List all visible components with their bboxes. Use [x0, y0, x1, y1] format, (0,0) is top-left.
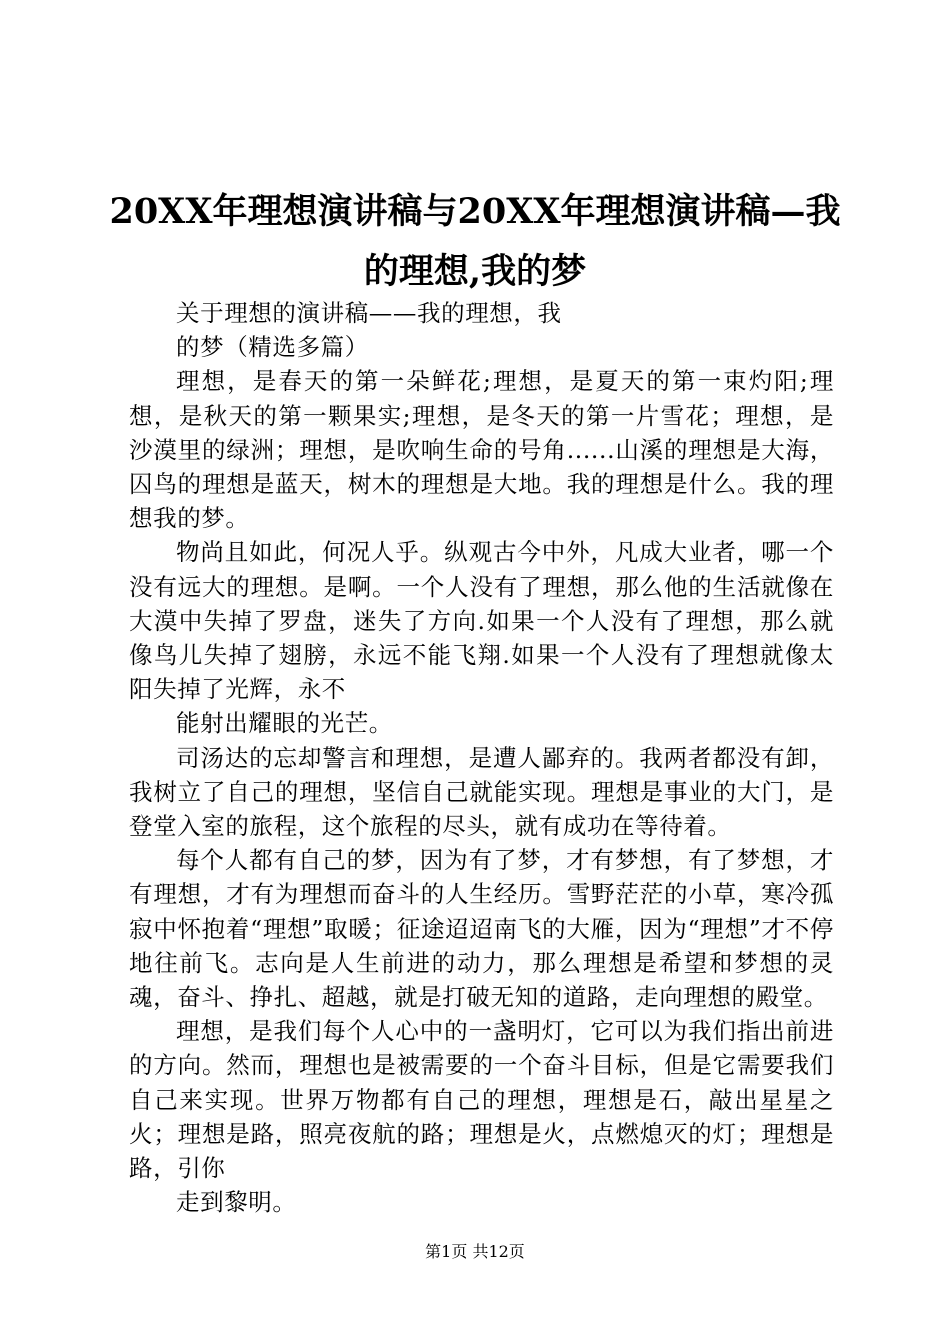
paragraph: 走到黎明。: [176, 1188, 297, 1217]
document-body: [129, 296, 834, 1219]
paragraph: 每个人都有自己的梦，因为有了梦，才有梦想，有了梦想，才有理想，才有为理想而奋斗的人生经历。雪野茫茫的小草，寒冷孤寂中怀抱着“理想”取暖；征途迢迢南飞的大雁，因为“理想”才不停地往前飞。志向是人生前进的动力，那么理想是希望和梦想的灵魂，奋斗、挣扎、超越，就是打破无知的道路，走向理想的殿堂。: [129, 846, 834, 1012]
paragraph: 能射出耀眼的光芒。: [176, 709, 393, 738]
paragraph: 理想，是春天的第一朵鲜花;理想，是夏天的第一束灼阳;理想，是秋天的第一颗果实;理想，是冬天的第一片雪花；理想，是沙漠里的绿洲；理想，是吹响生命的号角......山溪的理想是大海，囚鸟的理想是蓝天，树木的理想是大地。我的理想是什么。我的理想我的梦。: [129, 367, 834, 533]
subtitle-line-1: 关于理想的演讲稿——我的理想，我: [176, 299, 562, 327]
subtitle-line-2: 的梦（精选多篇）: [176, 333, 369, 362]
paragraph: 理想，是我们每个人心中的一盏明灯，它可以为我们指出前进的方向。然而，理想也是被需要的一个奋斗目标，但是它需要我们自己来实现。世界万物都有自己的理想，理想是石，敲出星星之火；理想是路，照亮夜航的路；理想是火，点燃熄灭的灯；理想是路，引你: [129, 1017, 834, 1183]
document-title: 20XX年理想演讲稿与20XX年理想演讲稿—我的理想,我的梦: [109, 191, 841, 292]
page-footer: 第1页 共12页: [425, 1242, 525, 1261]
paragraph: 司汤达的忘却警言和理想，是遭人鄙弃的。我两者都没有卸，我树立了自己的理想，坚信自己就能实现。理想是事业的大门，是登堂入室的旅程，这个旅程的尽头，就有成功在等待着。: [129, 743, 834, 841]
paragraph: 物尚且如此，何况人乎。纵观古今中外，凡成大业者，哪一个没有远大的理想。是啊。一个人没有了理想，那么他的生活就像在大漠中失掉了罗盘，迷失了方向.如果一个人没有了理想，那么就像鸟儿失掉了翅膀，永远不能飞翔.如果一个人没有了理想就像太阳失掉了光辉，永不: [129, 538, 834, 704]
